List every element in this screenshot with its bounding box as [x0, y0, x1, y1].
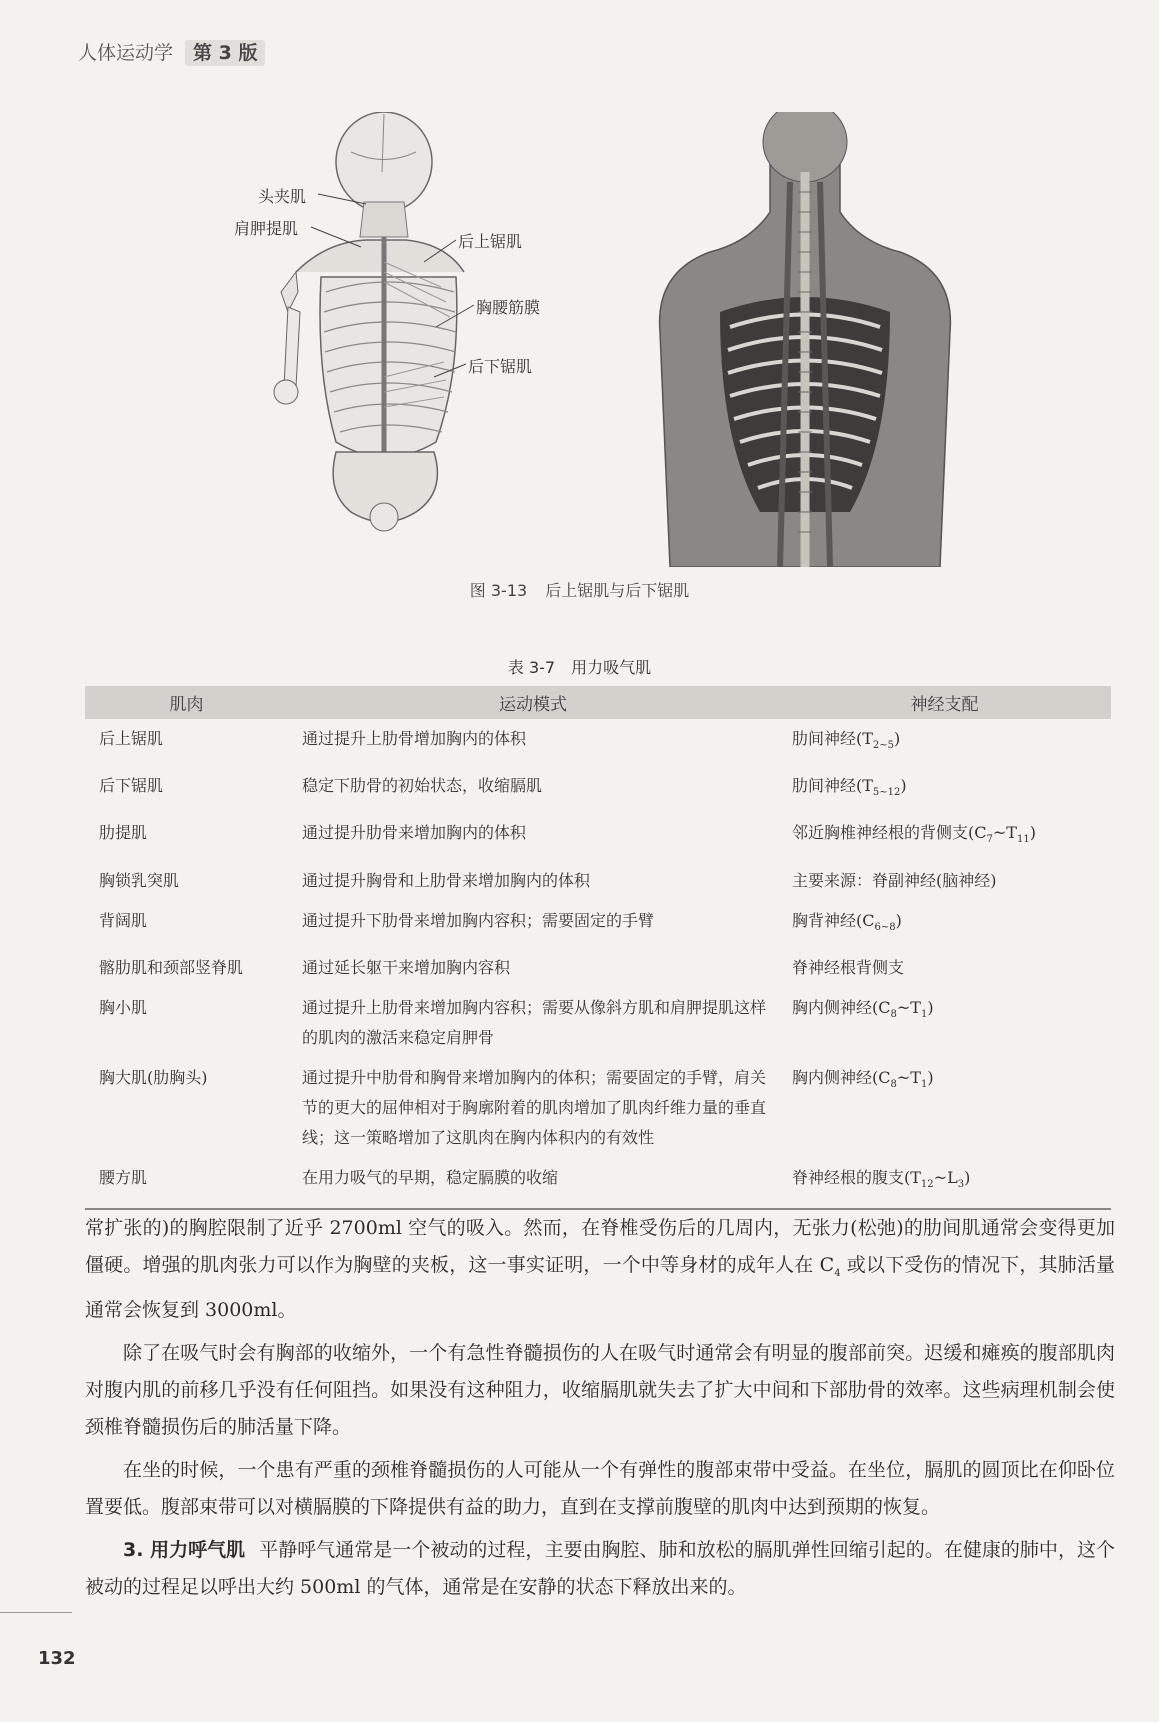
table-row	[85, 901, 1111, 948]
cell-action: 通过提升上肋骨增加胸内的体积	[302, 729, 527, 748]
label-serratus-posterior-inferior: 后下锯肌	[468, 357, 533, 376]
table-title	[0, 655, 1159, 678]
cell-innervation: 脊神经根的腹支$(T_{12}\sim L_3)$	[778, 1158, 1111, 1209]
cell-innervation: 主要来源：脊副神经(脑神经)	[792, 870, 997, 890]
label-serratus-posterior-superior: 后上锯肌	[458, 232, 523, 251]
cell-muscle: 胸大肌(肋胸头)	[99, 1067, 208, 1087]
header-innervation: 神经支配	[778, 686, 1111, 719]
cell-action: 在用力吸气的早期，稳定膈膜的收缩	[288, 1158, 778, 1209]
paragraph: 3. 用力呼气肌 平静呼气通常是一个被动的过程，主要由胸腔、肺和放松的膈肌弹性回缩引起的。在健康的肺中，这个被动的过程足以呼出大约 500ml 的气体，通常是在安静的状态下释放出来的。	[85, 1538, 1115, 1598]
running-header	[78, 38, 265, 65]
paragraph: 除了在吸气时会有胸部的收缩外，一个有急性脊髓损伤的人在吸气时通常会有明显的腹部前突。迟缓和瘫痪的腹部肌肉对腹内肌的前移几乎没有任何阻挡。如果没有这种阻力，收缩膈肌就失去了扩大中间和下部肋骨的效率。这些病理机制会使颈椎脊髓损伤后的肺活量下降。	[85, 1341, 1115, 1438]
paragraph: 在坐的时候，一个患有严重的颈椎脊髓损伤的人可能从一个有弹性的腹部束带中受益。在坐位，膈肌的圆顶比在仰卧位置要低。腹部束带可以对横膈膜的下降提供有益的助力，直到在支撑前腹壁的肌肉中达到预期的恢复。	[85, 1458, 1115, 1518]
label-splenius: 头夹肌	[258, 187, 307, 206]
cell-muscle: 腰方肌	[85, 1158, 288, 1209]
table-header-row	[85, 686, 1111, 719]
cell-innervation: 肋间神经$(T_{2\sim 5})$	[792, 729, 901, 752]
table-number: 表 3-7	[507, 658, 556, 677]
cell-innervation: 肋间神经$(T_{5\sim 12})$	[792, 776, 907, 799]
cell-muscle: 后下锯肌	[99, 776, 164, 796]
table-title-text: 用力吸气肌	[571, 658, 652, 677]
cell-action: 通过提升肋骨来增加胸内的体积	[302, 823, 527, 843]
page-number: 132	[38, 1648, 76, 1669]
footer-rule	[0, 1612, 72, 1613]
figure-number: 图 3-13	[469, 581, 528, 600]
cell-muscle: 胸小肌	[99, 997, 148, 1017]
table-row	[85, 948, 1111, 988]
cell-action: 通过延长躯干来增加胸内容积	[302, 957, 511, 977]
skeleton-back-illustration	[234, 112, 606, 567]
cell-innervation: 脊神经根背侧支	[792, 957, 905, 977]
table-row	[85, 861, 1111, 901]
header-action: 运动模式	[288, 686, 778, 719]
table-row	[85, 1158, 1111, 1209]
inspiratory-muscles-table	[85, 686, 1111, 1210]
cell-muscle: 背阔肌	[99, 910, 148, 930]
cell-muscle: 后上锯肌	[99, 729, 164, 748]
table-row	[85, 1058, 1111, 1158]
cell-innervation: 胸背神经$(C_{6\sim 8})$	[792, 910, 902, 933]
cell-innervation: 邻近胸椎神经根的背侧支$(C_7\sim T_{11})$	[792, 823, 1036, 846]
table-row	[85, 988, 1111, 1058]
cell-action: 稳定下肋骨的初始状态，收缩膈肌	[302, 776, 543, 796]
section-heading: 3. 用力呼气肌	[123, 1538, 246, 1561]
cell-action: 通过提升上肋骨来增加胸内容积；需要从像斜方肌和肩胛提肌这样的肌肉的激活来稳定肩胛骨	[302, 997, 767, 1047]
cell-innervation: 胸内侧神经$(C_8\sim T_1)$	[792, 1067, 934, 1090]
paragraph: 常扩张的)的胸腔限制了近乎 2700ml 空气的吸入。然而，在脊椎受伤后的几周内，无张力(松弛)的肋间肌通常会变得更加僵硬。增强的肌肉张力可以作为胸壁的夹板，这一事实证明，一个中等身材的成年人在 $C_4$ 或以下受伤的情况下，其肺活量通常会恢复到 3000ml。	[85, 1217, 1115, 1321]
edition-badge: 第 3 版	[185, 40, 265, 66]
cell-action: 通过提升胸骨和上肋骨来增加胸内的体积	[302, 870, 591, 890]
header-muscle: 肌肉	[85, 686, 288, 719]
cell-muscle: 髂肋肌和颈部竖脊肌	[99, 957, 244, 977]
label-thoracolumbar-fascia: 胸腰筋膜	[476, 298, 541, 317]
table-row	[85, 813, 1111, 860]
label-levator-scapulae: 肩胛提肌	[234, 219, 299, 238]
figure-caption-text: 后上锯肌与后下锯肌	[545, 581, 690, 600]
figure-caption	[0, 578, 1159, 601]
cell-innervation: 胸内侧神经$(C_8\sim T_1)$	[792, 997, 934, 1020]
table-row	[85, 719, 1111, 766]
table-row	[85, 766, 1111, 813]
cell-muscle: 肋提肌	[99, 823, 148, 843]
cell-muscle: 胸锁乳突肌	[99, 870, 180, 890]
cell-action: 通过提升中肋骨和胸骨来增加胸内的体积；需要固定的手臂，肩关节的更大的屈伸相对于胸廓附着的肌肉增加了肌肉纤维力量的垂直线；这一策略增加了这肌肉在胸内体积内的有效性	[302, 1067, 767, 1147]
book-title: 人体运动学	[78, 42, 174, 64]
cell-action: 通过提升下肋骨来增加胸内容积；需要固定的手臂	[302, 910, 655, 930]
body-text	[85, 1210, 1115, 1612]
anatomical-back-illustration	[630, 112, 980, 567]
